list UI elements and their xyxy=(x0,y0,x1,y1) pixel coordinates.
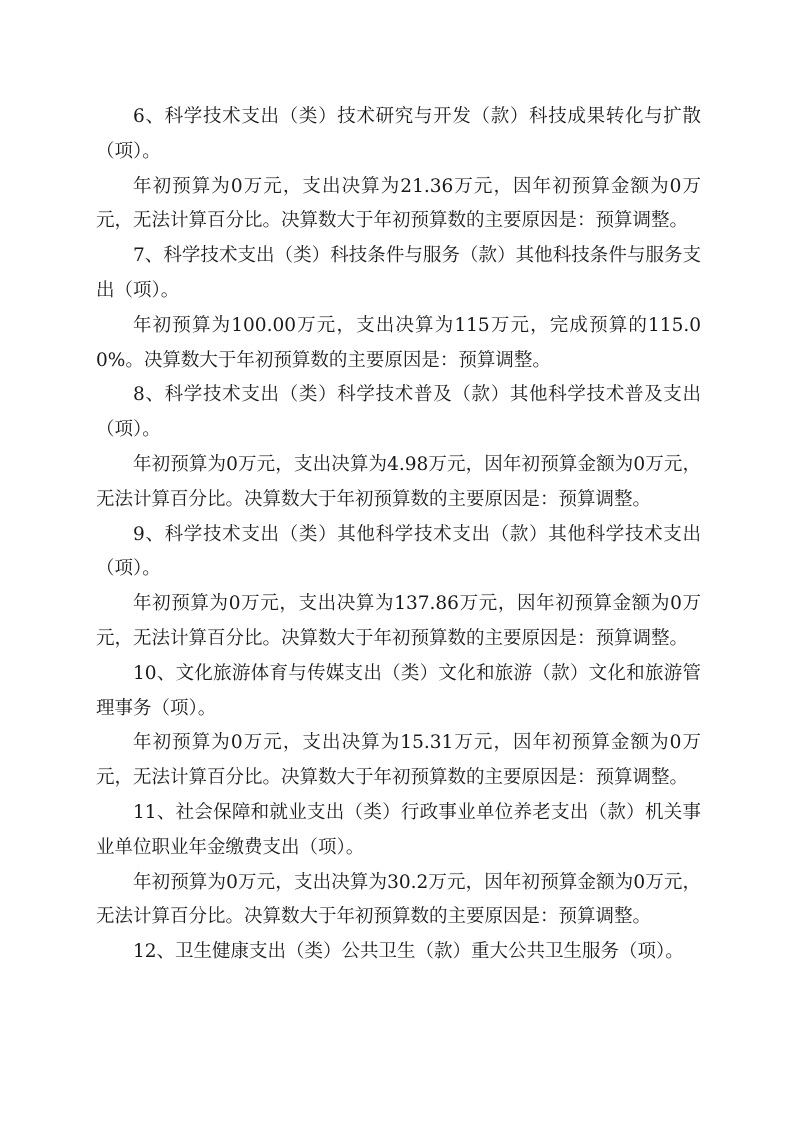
item-9-detail: 年初预算为0万元，支出决算为137.86万元，因年初预算金额为0万元，无法计算百分比。决算数大于年初预算数的主要原因是：预算调整。 xyxy=(96,593,701,649)
item-11-heading: 11、社会保障和就业支出（类）行政事业单位养老支出（款）机关事业单位职业年金缴费支出（项）。 xyxy=(96,801,701,858)
item-9-heading: 9、科学技术支出（类）其他科学技术支出（款）其他科学技术支出（项）。 xyxy=(96,523,701,580)
item-7-heading: 7、科学技术支出（类）科技条件与服务（款）其他科技条件与服务支出（项）。 xyxy=(96,245,701,301)
document-page xyxy=(96,100,701,970)
item-11-detail: 年初预算为0万元，支出决算为30.2万元，因年初预算金额为0万元，无法计算百分比。决算数大于年初预算数的主要原因是：预算调整。 xyxy=(96,871,701,928)
item-6-heading: 6、科学技术支出（类）技术研究与开发（款）科技成果转化与扩散（项）。 xyxy=(96,106,701,162)
item-8-detail: 年初预算为0万元，支出决算为4.98万元，因年初预算金额为0万元，无法计算百分比。决算数大于年初预算数的主要原因是：预算调整。 xyxy=(96,453,701,510)
item-6-detail: 年初预算为0万元，支出决算为21.36万元，因年初预算金额为0万元，无法计算百分比。决算数大于年初预算数的主要原因是：预算调整。 xyxy=(96,175,701,232)
item-10-detail: 年初预算为0万元，支出决算为15.31万元，因年初预算金额为0万元，无法计算百分比。决算数大于年初预算数的主要原因是：预算调整。 xyxy=(96,732,701,789)
item-10-heading: 10、文化旅游体育与传媒支出（类）文化和旅游（款）文化和旅游管理事务（项）。 xyxy=(96,662,701,719)
item-7-detail: 年初预算为100.00万元，支出决算为115万元，完成预算的115.00%。决算数大于年初预算数的主要原因是：预算调整。 xyxy=(96,314,701,371)
item-8-heading: 8、科学技术支出（类）科学技术普及（款）其他科学技术普及支出（项）。 xyxy=(96,384,701,441)
item-12-heading: 12、卫生健康支出（类）公共卫生（款）重大公共卫生服务（项）。 xyxy=(133,941,684,963)
